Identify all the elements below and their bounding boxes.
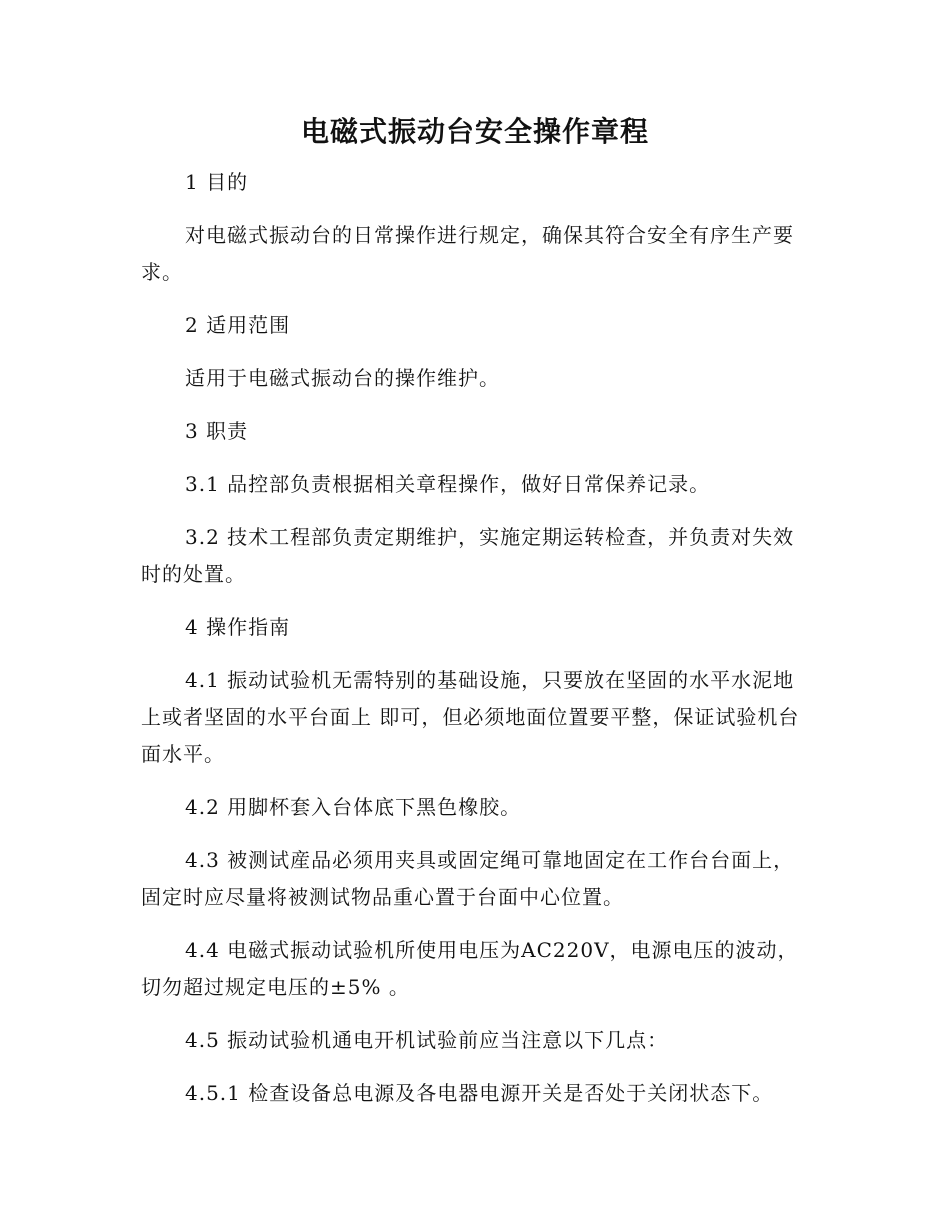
- paragraph-4-2: 4.2 用脚杯套入台体底下黑色橡胶。: [185, 795, 522, 819]
- paragraph-4-3: 4.3 被测试産品必须用夹具或固定绳可靠地固定在工作台台面上，固定时应尽量将被测试物品重心置于台面中心位置。: [141, 848, 795, 909]
- heading-scope: 2 适用范围: [185, 313, 291, 337]
- heading-operation-guide: 4 操作指南: [185, 615, 291, 639]
- paragraph-3-2: 3.2 技术工程部负责定期维护，实施定期运转检查，并负责对失效时的处置。: [141, 525, 795, 586]
- paragraph-4-4: 4.4 电磁式振动试验机所使用电压为AC220V，电源电压的波动，切勿超过规定电压的±5% 。: [141, 938, 799, 999]
- paragraph-3-1: 3.1 品控部负责根据相关章程操作，做好日常保养记录。: [185, 472, 711, 496]
- paragraph-4-5-1: 4.5.1 检查设备总电源及各电器电源开关是否处于关闭状态下。: [185, 1081, 774, 1105]
- document-title: 电磁式振动台安全操作章程: [300, 115, 649, 148]
- paragraph-scope: 适用于电磁式振动台的操作维护。: [185, 366, 500, 390]
- paragraph-4-1: 4.1 振动试验机无需特别的基础设施，只要放在坚固的水平水泥地上或者坚固的水平台面上 即可，但必须地面位置要平整，保证试验机台面水平。: [141, 668, 800, 766]
- document-body: [141, 164, 809, 1128]
- paragraph-purpose: 对电磁式振动台的日常操作进行规定，确保其符合安全有序生产要求。: [141, 223, 794, 284]
- heading-responsibilities: 3 职责: [185, 419, 249, 443]
- paragraph-4-5: 4.5 振动试验机通电开机试验前应当注意以下几点：: [185, 1028, 669, 1052]
- heading-purpose: 1 目的: [185, 170, 249, 194]
